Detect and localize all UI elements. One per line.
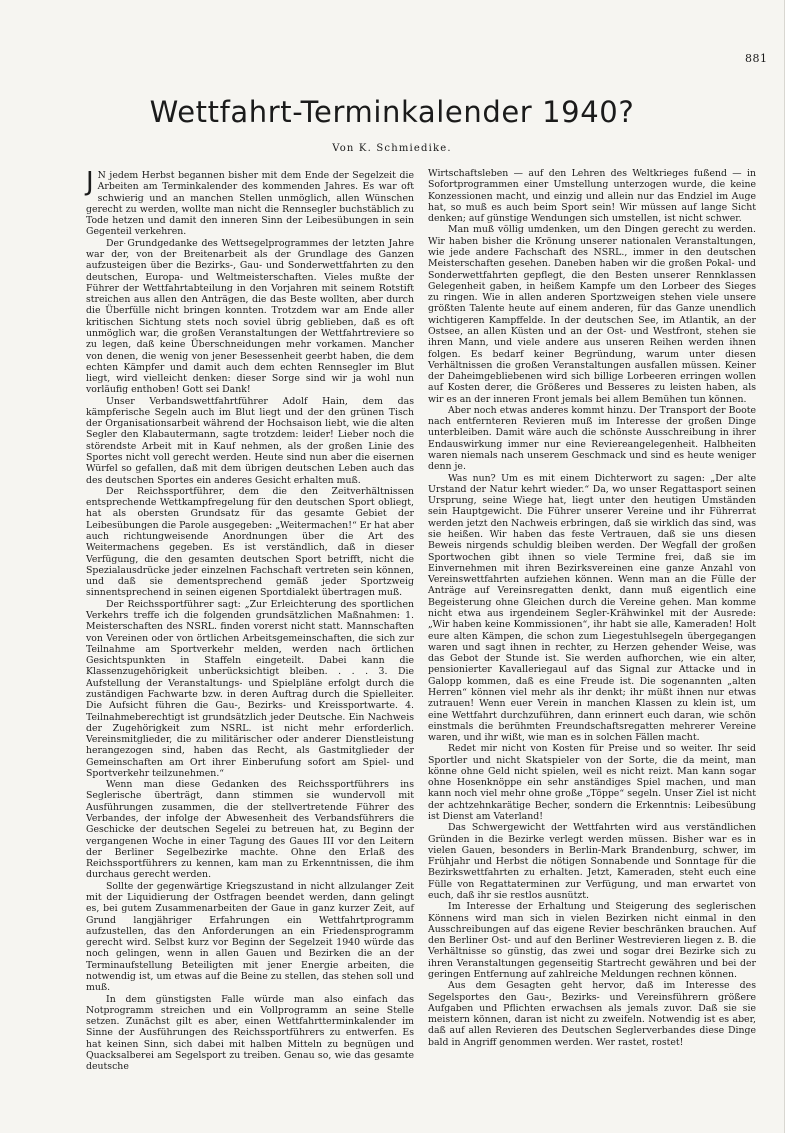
- paragraph: Das Schwergewicht der Wettfahrten wird aus verständlichen Gründen in die Bezirke verlegt werden müssen. Bisher war es in vielen Gauen, besonders in Berlin-Mark Brandenburg, schwer, im Frühjahr und Herbst die nötigen Sonnabende und Sonntage für die Bezirkswettfahrten zu erhalten. Jetzt, Kameraden, steht euch eine Fülle von Regattaterminen zur Verfügung, und man erwartet von euch, daß ihr sie restlos ausnützt.: [428, 822, 756, 901]
- article-title: Wettfahrt-Terminkalender 1940?: [149, 95, 635, 129]
- paragraph: Aus dem Gesagten geht hervor, daß im Interesse des Segelsportes den Gau-, Bezirks- und Vereinsführern größere Aufgaben und Pflichten erwachsen als jemals zuvor. Daß sie sie meistern können, daran ist nicht zu zweifeln. Notwendig ist es aber, daß auf allen Revieren des Deutschen Seglerverbandes diese Dinge bald in Angriff genommen werden. Wer rastet, rostet!: [428, 980, 756, 1048]
- left-column: [86, 167, 414, 1073]
- paragraph: Der Reichssportführer, dem die den Zeitverhältnissen entsprechende Wettkampfregelung für den deutschen Sport obliegt, hat als obersten Grundsatz für das gesamte Gebiet der Leibesübungen die Parole ausgegeben: „Weitermachen!“ Er hat aber auch richtungweisende Anordnungen über die Art des Weitermachens gegeben. Es ist verständlich, daß in dieser Verfügung, die den gesamten deutschen Sport betrifft, nicht die Spezialausdrücke jeder einzelnen Fachschaft vertreten sein können, und daß sie dementsprechend gemäß jeder Sportzweig sinnentsprechend in seinen eigenen Sportdialekt übertragen muß.: [86, 485, 414, 599]
- paragraph: J N jedem Herbst begannen bisher mit dem Ende der Segelzeit die Arbeiten am Terminkalender des kommenden Jahres. Es war oft schwierig und an manchen Stellen unmöglich, allen Wünschen gerecht zu werden, wollte man nicht die Rennsegler buchstäblich zu Tode hetzen und damit den inneren Sinn der Leibesübungen in sein Gegenteil verkehren.: [86, 167, 414, 238]
- paragraph: Im Interesse der Erhaltung und Steigerung des seglerischen Könnens wird man sich in vielen Bezirken nicht einmal in den Ausschreibungen auf das eigene Revier beschränken brauchen. Auf den Berliner Ost- und auf den Berliner Westrevieren liegen z. B. die Verhältnisse so günstig, das zwei und sogar drei Bezirke sich zu ihren Veranstaltungen gegenseitig Startrecht gewähren und bei der geringen Entfernung auf zahlreiche Meldungen rechnen können.: [428, 901, 756, 980]
- article-byline: Von K. Schmiedike.: [332, 143, 452, 154]
- right-column: [428, 168, 756, 1048]
- paragraph: Was nun? Um es mit einem Dichterwort zu sagen: „Der alte Urstand der Natur kehrt wieder.“ Da, wo unser Regattasport seinen Ursprung, seine Wiege hat, liegt unter den heutigen Umständen sein Hauptgewicht. Die Führer unserer Vereine und ihr Führerrat werden jetzt den Nachweis erbringen, daß sie wirklich das sind, was sie heißen. Wir haben das feste Vertrauen, daß sie uns diesen Beweis nirgends schuldig bleiben werden. Der Wegfall der großen Sportwochen gibt ihnen so viele Termine frei, daß sie im Einvernehmen mit ihren Bezirksvereinen eine ganze Anzahl von Vereinswettfahrten aufziehen können. Wenn man an die Fülle der Anträge auf Vereinsregatten denkt, dann muß eigentlich eine Begeisterung ohne Gleichen durch die Vereine gehen. Man komme nicht etwa aus irgendeinem Segler-Krähwinkel mit der Ausrede: „Wir haben keine Kommissionen“, ihr habt sie alle, Kameraden! Holt eure alten Kämpen, die schon zum Liegestuhlsegeln übergegangen waren und sagt ihnen in rechter, zu Herzen gehender Weise, was das Gebot der Stunde ist. Sie werden aufhorchen, wie ein alter, pensionierter Kavalleriegaul auf das Signal zur Attacke und in Galopp kommen, daß es eine Freude ist. Die sogenannten „alten Herren“ können viel mehr als ihr denkt; ihr müßt ihnen nur etwas zutrauen! Wenn euer Verein in manchen Klassen zu klein ist, um eine Wettfahrt durchzuführen, dann erinnert euch daran, wie schön einstmals die berühmten Freundschaftsregatten mehrerer Vereine waren, und ihr wißt, wie man es in solchen Fällen macht.: [428, 472, 756, 744]
- paragraph: Man muß völlig umdenken, um den Dingen gerecht zu werden. Wir haben bisher die Krönung unserer nationalen Veranstaltungen, wie jede andere Fachschaft des NSRL., immer in den deutschen Meisterschaften gesehen. Daneben haben wir die großen Pokal- und Sonderwettfahrten gepflegt, die den Besten unserer Rennklassen Gelegenheit gaben, in heißem Kampfe um den Lorbeer des Sieges zu ringen. Wie in allen anderen Sportzweigen stehen viele unsere größten Talente heute auf einem anderen, für das Ganze unendlich wichtigeren Kampffelde. In der deutschen See, im Atlantik, an der Ostsee, an allen Küsten und an der Ost- und Westfront, stehen sie ihren Mann, und viele andere aus unseren Reihen werden ihnen folgen. Es bedarf keiner Begründung, warum unter diesen Verhältnissen die großen Veranstaltungen ausfallen müssen. Keiner der Daheimgebliebenen wird sich billige Lorbeeren erringen wollen auf Kosten derer, die Größeres und Besseres zu leisten haben, als wir es an der inneren Front jemals bei allem Bemühen tun können.: [428, 224, 756, 405]
- paragraph: In dem günstigsten Falle würde man also einfach das Notprogramm streichen und ein Vollprogramm an seine Stelle setzen. Zunächst gilt es aber, einen Wettfahrtterminkalender im Sinne der Ausführungen des Reichssportführers zu entwerfen. Es hat keinen Sinn, sich dabei mit halben Mitteln zu begnügen und Quacksalberei am Segelsport zu treiben. Genau so, wie das gesamte deutsche: [86, 993, 414, 1073]
- paragraph: Sollte der gegenwärtige Kriegszustand in nicht allzulanger Zeit mit der Liquidierung der Ostfragen beendet werden, dann gelingt es, bei gutem Zusammenarbeiten der Gaue in ganz kurzer Zeit, auf Grund langjähriger Erfahrungen ein Wettfahrtprogramm aufzustellen, das den Anforderungen an ein Friedensprogramm gerecht wird. Selbst kurz vor Beginn der Segelzeit 1940 würde das noch gelingen, wenn in allen Gauen und Bezirken die an der Terminaufstellung Beteiligten mit jener Energie arbeiten, die notwendig ist, um etwas auf die Beine zu stellen, das stehen soll und muß.: [86, 880, 414, 994]
- paragraph: Der Reichssportführer sagt: „Zur Erleichterung des sportlichen Verkehrs treffe ich die folgenden grundsätzlichen Maßnahmen: 1. Meisterschaften des NSRL. finden vorerst nicht statt. Mannschaften von Vereinen oder von örtlichen Arbeitsgemeinschaften, die sich zur Teilnahme am Sportverkehr melden, werden nach örtlichen Gesichtspunkten in Staffeln eingeteilt. Dabei kann die Klassenzugehörigkeit unberücksichtigt bleiben. . . . 3. Die Aufstellung der Veranstaltungs- und Spielpläne erfolgt durch die zuständigen Fachwarte bzw. in deren Auftrag durch die Spielleiter. Die Aufsicht führen die Gau-, Bezirks- und Kreissportwarte. 4. Teilnahmeberechtigt ist grundsätzlich jeder Deutsche. Ein Nachweis der Zugehörigkeit zum NSRL. ist nicht mehr erforderlich. Vereinsmitglieder, die zu militärischer oder anderer Dienstleistung herangezogen sind, haben das Recht, als Gastmitglieder der Gemeinschaften am Ort ihrer Einberufung sofort am Spiel- und Sportverkehr teilzunehmen.“: [86, 598, 414, 779]
- paragraph: Wirtschaftsleben — auf den Lehren des Weltkrieges fußend — in Sofortprogrammen einer Umstellung unterzogen wurde, die keine Konzessionen macht, und einzig und allein nur das Endziel im Auge hat, so muß es auch beim Sport sein! Wir müssen auf lange Sicht denken; auf günstige Wendungen sich umstellen, ist nicht schwer.: [428, 168, 756, 225]
- paragraph: Aber noch etwas anderes kommt hinzu. Der Transport der Boote nach entfernteren Revieren muß im Interesse der großen Dinge unterbleiben. Damit wäre auch die schönste Ausschreibung in ihrer Endauswirkung immer nur eine Reviereangelegenheit. Halbheiten waren niemals nach unserem Geschmack und sind es heute weniger denn je.: [428, 404, 756, 473]
- paragraph: Der Grundgedanke des Wettsegelprogrammes der letzten Jahre war der, von der Breitenarbeit als der Grundlage des Ganzen aufzusteigen über die Bezirks-, Gau- und Sonderwettfahrten zu den deutschen, Europa- und Weltmeisterschaften. Vieles mußte der Führer der Wettfahrtabteilung in den Vorjahren mit seinem Rotstift streichen aus allen den Anträgen, die das Beste wollten, aber durch die Überfülle nicht bringen konnten. Trotzdem war am Ende aller kritischen Sichtung stets noch soviel übrig geblieben, daß es oft unmöglich war, die großen Veranstaltungen der Wettfahrtreviere so zu legen, daß keine Überschneidungen mehr vorkamen. Mancher von denen, die wenig von jener Besessenheit geerbt haben, die dem echten Kämpfer und damit auch dem echten Rennsegler im Blut liegt, wird vielleicht denken: dieser Sorge sind wir ja wohl nun vorläufig enthoben! Gott sei Dank!: [86, 237, 414, 396]
- paragraph: Redet mir nicht von Kosten für Preise und so weiter. Ihr seid Sportler und nicht Skatspieler von der Sorte, die da meint, man könne ohne Geld nicht spielen, weil es nicht reizt. Man kann sogar ohne Hosenknöppe ein sehr anständiges Spiel machen, und man kann noch viel mehr ohne große „Töppe“ segeln. Unser Ziel ist nicht der achtzehnkarätige Becher, sondern die Erkenntnis: Leibesübung ist Dienst am Vaterland!: [428, 743, 756, 823]
- page-number: 881: [745, 52, 768, 65]
- paragraph: Unser Verbandswettfahrtführer Adolf Hain, dem das kämpferische Segeln auch im Blut liegt und der den grünen Tisch der Organisationsarbeit während der Hochsaison liebt, wie die alten Segler den Klabautermann, sagte trotzdem: leider! Lieber noch die störendste Arbeit mit in Kauf nehmen, als der großen Linie des Sportes nicht voll gerecht werden. Heute sind nun aber die eisernen Würfel so gefallen, daß mit dem übrigen deutschen Leben auch das des deutschen Sportes ein anderes Gesicht erhalten muß.: [86, 395, 414, 486]
- drop-cap: J: [86, 167, 94, 197]
- paragraph: Wenn man diese Gedanken des Reichssportführers ins Seglerische überträgt, dann stimmen sie wundervoll mit Ausführungen zusammen, die der stellvertretende Führer des Verbandes, der infolge der Abwesenheit des Verbandsführers die Geschicke der deutschen Segelei zu betreuen hat, zu Beginn der vergangenen Woche in einer Tagung des Gaues III vor den Leitern der Berliner Segelbezirke machte. Ohne den Erlaß des Reichssportführers zu kennen, kam man zu Erkenntnissen, die ihm durchaus gerecht werden.: [86, 779, 414, 881]
